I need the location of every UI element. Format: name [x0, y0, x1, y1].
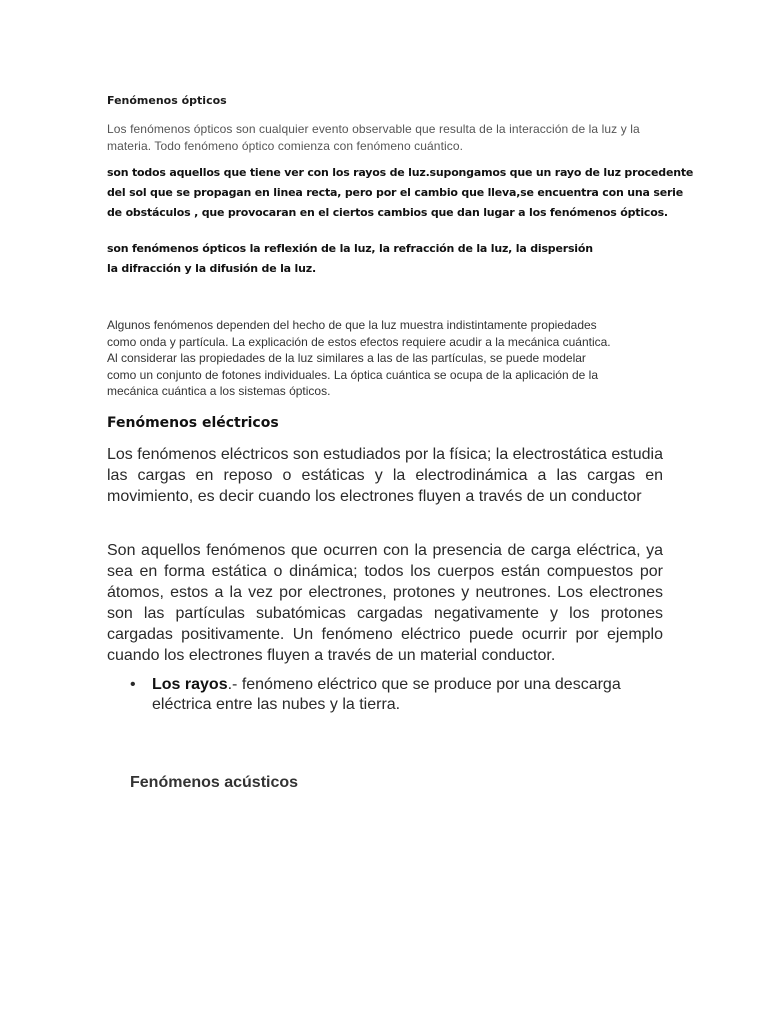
heading-acoustic-phenomena: Fenómenos acústicos [130, 774, 299, 791]
text-line: del sol que se propagan en linea recta, pero por el cambio que lleva,se encuentra con una serie [107, 186, 684, 199]
text-line: como un conjunto de fotones individuales. La óptica cuántica se ocupa de la aplicación de la [107, 367, 598, 382]
paragraph-electric-1: Los fenómenos eléctricos son estudiados por la física; la electrostática estudia las cargas en reposo o estáticas y la electrodinámica a las cargas en movimiento, es decir cuando los electrones fluyen a través de un conductor [107, 446, 663, 505]
bullet-text [152, 675, 657, 715]
text-line: son fenómenos ópticos la reflexión de la luz, la refracción de la luz, la dispersión [107, 242, 593, 255]
paragraph-optics-quantum [107, 317, 663, 400]
paragraph-optics-list [107, 239, 663, 279]
text-line: son todos aquellos que tiene ver con los rayos de luz.supongamos que un rayo de luz procedente [107, 166, 694, 179]
bullet-term: Los rayos [152, 676, 228, 693]
text-line: Algunos fenómenos dependen del hecho de que la luz muestra indistintamente propiedades [107, 318, 597, 332]
bullet-icon: • [130, 676, 136, 693]
text-line: de obstáculos , que provocaran en el ciertos cambios que dan lugar a los fenómenos ópticos. [107, 206, 668, 219]
heading-optical-phenomena: Fenómenos ópticos [107, 94, 227, 107]
text-line: la difracción y la difusión de la luz. [107, 262, 316, 275]
heading-electrical-phenomena: Fenómenos eléctricos [107, 415, 279, 431]
paragraph-optics-rays [107, 163, 694, 223]
text-line: mecánica cuántica a los sistemas ópticos. [107, 384, 331, 398]
paragraph-electric-2: Son aquellos fenómenos que ocurren con la presencia de carga eléctrica, ya sea en forma estática o dinámica; todos los cuerpos están compuestos por átomos, estos a la vez por electrones, protones y neutrones. Los electrones son las partículas subatómicas cargadas negativamente y los protones cargadas positivamente. Un fenómeno eléctrico puede ocurrir por ejemplo cuando los electrones fluyen a través de un material conductor. [107, 542, 663, 664]
paragraph-optics-intro: Los fenómenos ópticos son cualquier evento observable que resulta de la interacción de la luz y la materia. Todo fenómeno óptico comienza con fenómeno cuántico. [107, 122, 640, 153]
bullet-description: .- fenómeno eléctrico que se produce por una descarga eléctrica entre las nubes y la tierra. [152, 676, 621, 713]
text-line: como onda y partícula. La explicación de estos efectos requiere acudir a la mecánica cuántica. [107, 334, 611, 349]
text-line: Al considerar las propiedades de la luz similares a las de las partículas, se puede modelar [107, 351, 586, 365]
